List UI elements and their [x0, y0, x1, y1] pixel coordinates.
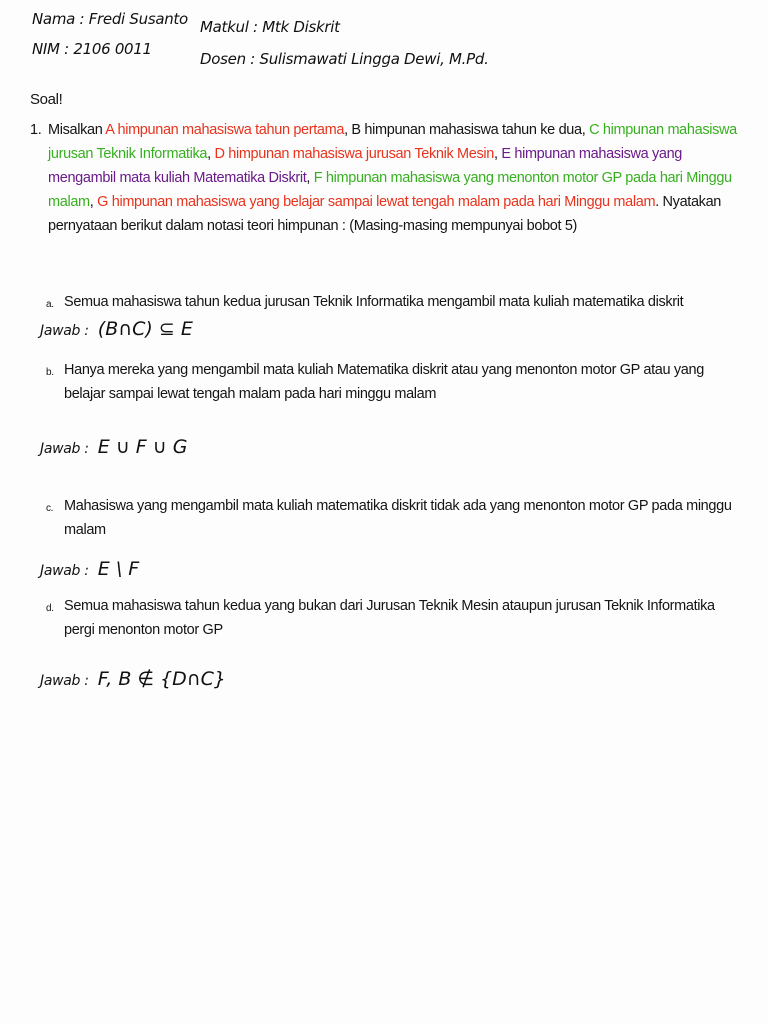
sub-question-d [46, 594, 736, 642]
answer-d [40, 668, 226, 690]
sub-letter: a. [46, 299, 54, 310]
answer-label: Jawab : [40, 563, 89, 579]
question-segment: A himpunan mahasiswa tahun pertama [105, 122, 345, 138]
sub-text: Semua mahasiswa tahun kedua yang bukan dari Jurusan Teknik Mesin ataupun jurusan Teknik Informatika pergi menonton motor GP [64, 598, 715, 638]
lecturer-name: Dosen : Sulismawati Lingga Dewi, M.Pd. [200, 50, 489, 68]
sub-letter: d. [46, 603, 54, 614]
question-segment: . Nyatakan pernyataan berikut dalam notasi teori himpunan : (Masing-masing mempunyai bobot 5) [48, 194, 722, 234]
sub-letter: c. [46, 503, 54, 514]
sub-text: Mahasiswa yang mengambil mata kuliah matematika diskrit tidak ada yang menonton motor GP pada minggu malam [64, 498, 732, 538]
answer-c [40, 558, 139, 580]
answer-value: (B∩C) ⊆ E [97, 318, 193, 340]
question-segment: , [494, 146, 502, 162]
course-name: Matkul : Mtk Diskrit [200, 18, 340, 36]
question-segment: , B himpunan mahasiswa tahun ke dua, [344, 122, 590, 138]
answer-label: Jawab : [40, 673, 89, 689]
question-segment: C himpunan mahasiswa jurusan Teknik Informatika [48, 122, 737, 162]
question-1 [30, 118, 740, 238]
question-segment: E himpunan mahasiswa yang mengambil mata kuliah Matematika Diskrit [48, 146, 683, 186]
answer-value: E \ F [97, 558, 140, 580]
sub-text: Semua mahasiswa tahun kedua jurusan Teknik Informatika mengambil mata kuliah matematika diskrit [64, 294, 684, 310]
answer-value: E ∪ F ∪ G [97, 436, 188, 458]
soal-heading: Soal! [30, 91, 63, 108]
question-segment: F himpunan mahasiswa yang menonton motor GP pada hari Minggu malam [48, 170, 732, 210]
sub-question-b [46, 358, 736, 406]
sub-question-c [46, 494, 736, 542]
answer-label: Jawab : [40, 323, 89, 339]
question-segment: D himpunan mahasiswa jurusan Teknik Mesin [214, 146, 494, 162]
sub-text: Hanya mereka yang mengambil mata kuliah Matematika diskrit atau yang menonton motor GP atau yang belajar sampai lewat tengah malam pada hari minggu malam [64, 362, 704, 402]
sub-letter: b. [46, 367, 54, 378]
question-text [48, 118, 738, 238]
answer-label: Jawab : [40, 441, 89, 457]
question-number: 1. [30, 122, 42, 138]
question-segment: G himpunan mahasiswa yang belajar sampai lewat tengah malam pada hari Minggu malam [97, 194, 656, 210]
student-nim: NIM : 2106 0011 [32, 40, 152, 58]
answer-b [40, 436, 187, 458]
question-segment: , [207, 146, 215, 162]
question-segment: , [306, 170, 314, 186]
question-segment: , [89, 194, 98, 210]
question-segment: Misalkan [48, 122, 106, 138]
student-name: Nama : Fredi Susanto [32, 10, 188, 28]
sub-question-a [46, 290, 736, 317]
answer-a [40, 318, 193, 340]
answer-value: F, B ∉ {D∩C} [97, 668, 227, 690]
